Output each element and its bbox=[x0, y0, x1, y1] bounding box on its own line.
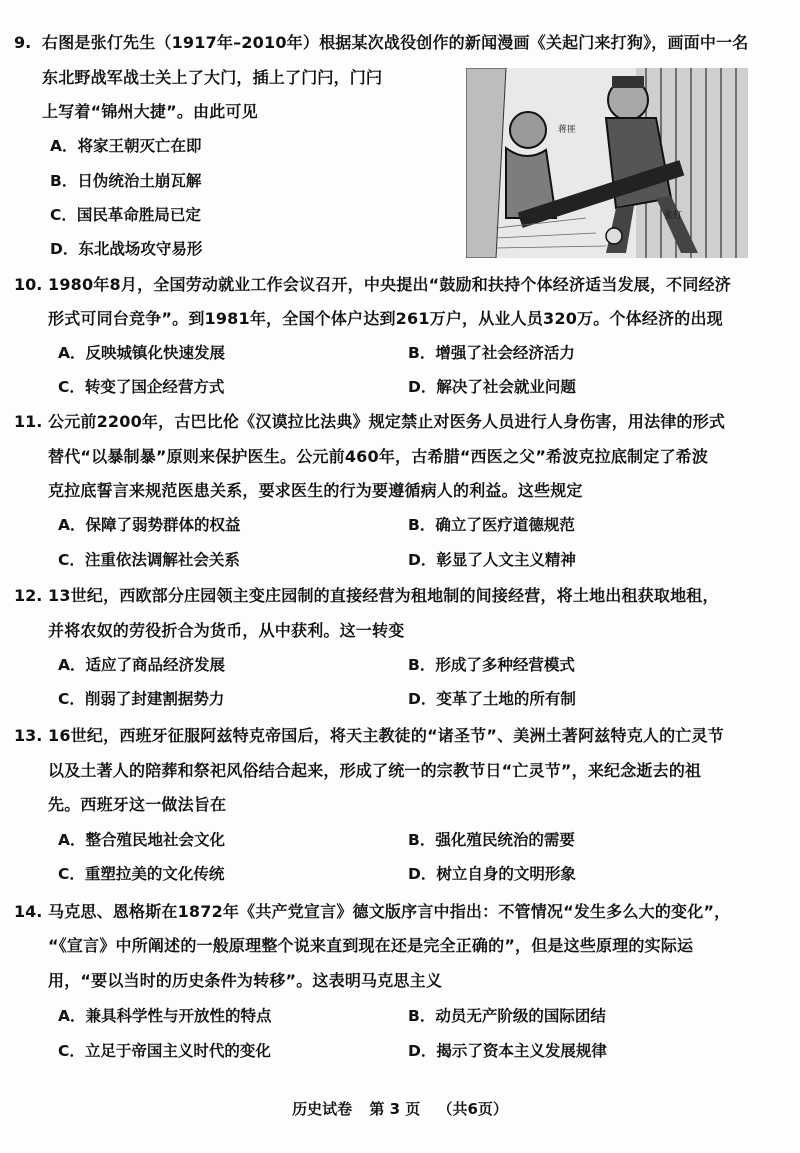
option-c: C．削弱了封建割据势力 bbox=[58, 690, 225, 708]
question-stem-line: 公元前2200年，古巴比伦《汉谟拉比法典》规定禁止对医务人员进行人身伤害，用法律的形式 bbox=[48, 412, 726, 431]
option-a: A．将家王朝灭亡在即 bbox=[50, 137, 202, 155]
option-a: A．兼具科学性与开放性的特点 bbox=[58, 1007, 272, 1025]
footer-total-pages: （共6页） bbox=[437, 1100, 508, 1118]
question-stem-line: 克拉底誓言来规范医患关系，要求医生的行为要遵循病人的利益。这些规定 bbox=[48, 481, 583, 500]
option-d: D．揭示了资本主义发展规律 bbox=[408, 1042, 607, 1060]
question-number: 11. bbox=[14, 412, 43, 431]
option-b: B．动员无产阶级的国际团结 bbox=[408, 1007, 606, 1025]
option-c: C．重塑拉美的文化传统 bbox=[58, 865, 225, 883]
question-stem-line: 形式可同台竞争”。到1981年，全国个体户达到261万户，从业人员320万。个体经济的出现 bbox=[48, 309, 723, 328]
question-stem-line: 替代“以暴制暴”原则来保护医生。公元前460年，古希腊“西医之父”希波克拉底制定了希波 bbox=[48, 447, 709, 466]
option-d: D．东北战场攻守易形 bbox=[50, 240, 203, 258]
option-d: D．变革了土地的所有制 bbox=[408, 690, 576, 708]
option-d: D．树立自身的文明形象 bbox=[408, 865, 576, 883]
option-c: C．注重依法调解社会关系 bbox=[58, 551, 240, 569]
option-b: B．形成了多种经营模式 bbox=[408, 656, 575, 674]
question-stem-line: 并将农奴的劳役折合为货币，从中获利。这一转变 bbox=[48, 621, 405, 640]
footer-page-number: 第 3 页 bbox=[369, 1100, 421, 1118]
question-stem-line: “《宣言》中所阐述的一般原理整个说来直到现在还是完全正确的”，但是这些原理的实际运 bbox=[48, 936, 694, 955]
question-number: 14. bbox=[14, 902, 43, 921]
question-stem-line: 16世纪，西班牙征服阿兹特克帝国后，将天主教徒的“诸圣节”、美洲土著阿兹特克人的亡灵节 bbox=[48, 726, 724, 745]
option-b: B．确立了医疗道德规范 bbox=[408, 516, 575, 534]
footer-subject: 历史试卷 bbox=[292, 1100, 353, 1118]
option-a: A．保障了弱势群体的权益 bbox=[58, 516, 241, 534]
news-cartoon-image bbox=[466, 68, 748, 258]
page-footer bbox=[0, 1098, 800, 1120]
question-stem-line: 13世纪，西欧部分庄园领主变庄园制的直接经营为租地制的间接经营，将土地出租获取地租， bbox=[48, 586, 719, 605]
option-c: C．立足于帝国主义时代的变化 bbox=[58, 1042, 271, 1060]
option-b: B．增强了社会经济活力 bbox=[408, 344, 575, 362]
question-stem-line: 以及土著人的陪葬和祭祀风俗结合起来，形成了统一的宗教节日“亡灵节”，来纪念逝去的祖 bbox=[48, 761, 702, 780]
option-d: D．彰显了人文主义精神 bbox=[408, 551, 576, 569]
question-stem-line: 右图是张仃先生（1917年–2010年）根据某次战役创作的新闻漫画《关起门来打狗》，画面中一名 bbox=[42, 33, 749, 52]
question-number: 10. bbox=[14, 275, 43, 294]
question-stem-line: 用，“要以当时的历史条件为转移”。这表明马克思主义 bbox=[48, 971, 443, 990]
option-a: A．适应了商品经济发展 bbox=[58, 656, 225, 674]
option-a: A．整合殖民地社会文化 bbox=[58, 831, 225, 849]
cartoon-corner-text: 蒋匪 bbox=[558, 125, 577, 135]
question-stem-line: 东北野战军战士关上了大门，插上了门闩，门闩 bbox=[42, 68, 383, 87]
option-c: C．国民革命胜局已定 bbox=[50, 206, 201, 224]
option-a: A．反映城镇化快速发展 bbox=[58, 344, 225, 362]
option-b: B．日伪统治土崩瓦解 bbox=[50, 172, 202, 190]
question-number: 12. bbox=[14, 586, 43, 605]
question-stem-line: 1980年8月，全国劳动就业工作会议召开，中央提出“鼓励和扶持个体经济适当发展，不同经济 bbox=[48, 275, 731, 294]
question-number: 13. bbox=[14, 726, 43, 745]
option-c: C．转变了国企经营方式 bbox=[58, 378, 225, 396]
option-d: D．解决了社会就业问题 bbox=[408, 378, 576, 396]
option-b: B．强化殖民统治的需要 bbox=[408, 831, 575, 849]
question-stem-line: 上写着“锦州大捷”。由此可见 bbox=[42, 102, 258, 121]
question-stem-line: 马克思、恩格斯在1872年《共产党宣言》德文版序言中指出：不管情况“发生多么大的变化”， bbox=[48, 902, 731, 921]
cartoon-signature: 张仃 bbox=[664, 211, 683, 221]
question-number: 9. bbox=[14, 33, 32, 52]
question-stem-line: 先。西班牙这一做法旨在 bbox=[48, 795, 227, 814]
